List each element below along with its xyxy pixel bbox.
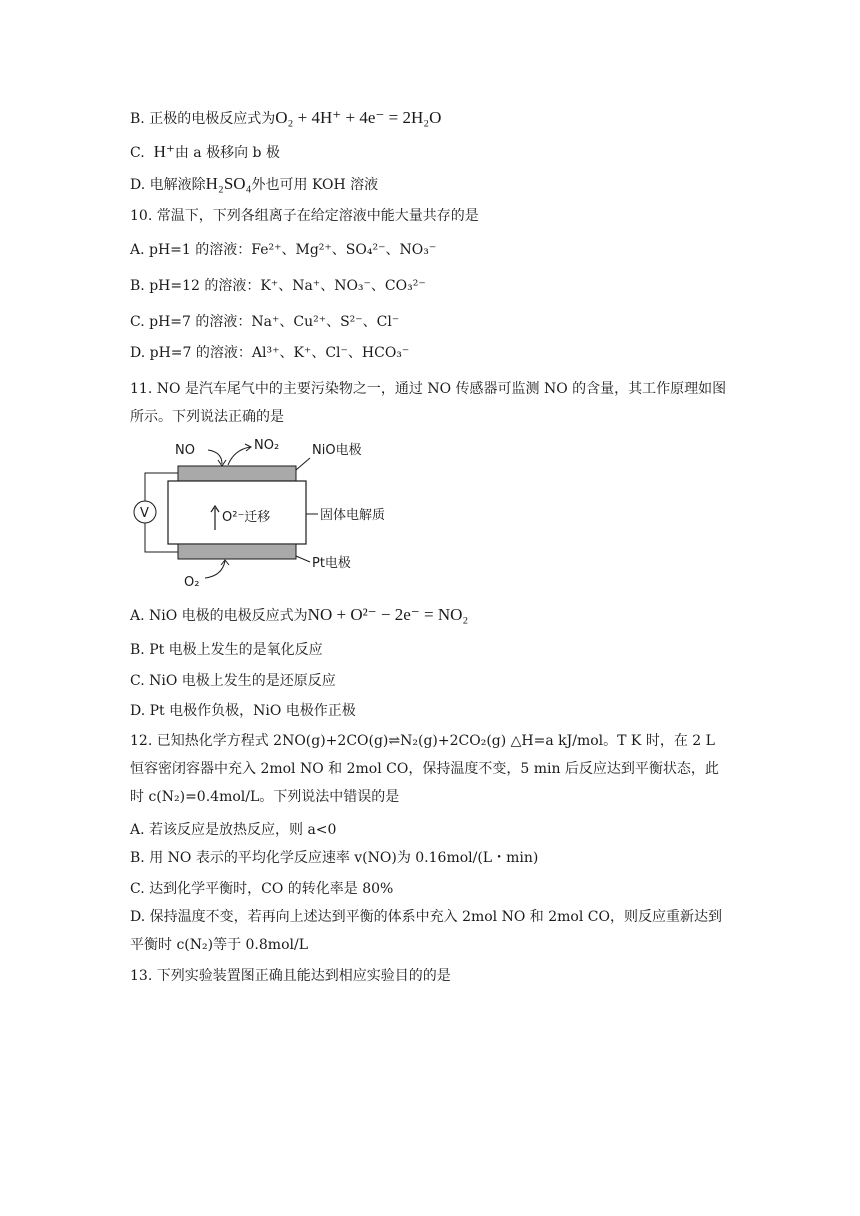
solid-electrolyte-label: 固体电解质 bbox=[320, 508, 386, 523]
q12-stem: 12. 已知热化学方程式 2NO(g)+2CO(g)⇌N₂(g)+2CO₂(g) △H=a kJ/mol。T K 时，在 2 L 恒容密闭容器中充入 2mol NO 和 2mol CO，保持温度不变，5 min 后反应达到平衡状态，此时 c(N₂)=0.4mol/L。下列说法中错误的是 bbox=[130, 733, 719, 805]
q9-option-d-text: D. 电解液除 bbox=[130, 177, 206, 193]
pt-leader bbox=[296, 556, 310, 562]
q11-option-a-equation: NO + O²⁻ − 2e⁻ = NO₂ bbox=[307, 605, 469, 624]
no2-label: NO₂ bbox=[254, 438, 280, 453]
q9-option-d-suffix: 外也可用 KOH 溶液 bbox=[251, 177, 379, 193]
pt-electrode-label: Pt电极 bbox=[312, 556, 351, 571]
q9-option-c bbox=[130, 142, 280, 163]
q12-option-a: A. 若该反应是放热反应，则 a<0 bbox=[130, 822, 337, 838]
no-sensor-diagram bbox=[130, 430, 420, 590]
no-arrow bbox=[208, 450, 222, 464]
q10-option-c: C. pH=7 的溶液：Na⁺、Cu²⁺、S²⁻、Cl⁻ bbox=[130, 314, 400, 330]
q9-option-d-formula: H₂SO₄ bbox=[205, 174, 252, 193]
q11-stem: 11. NO 是汽车尾气中的主要污染物之一，通过 NO 传感器可监测 NO 的含量，其工作原理如图所示。下列说法正确的是 bbox=[130, 381, 727, 425]
q12-option-b: B. 用 NO 表示的平均化学反应速率 v(NO)为 0.16mol/(L・min) bbox=[130, 850, 539, 866]
pt-electrode bbox=[178, 544, 296, 559]
q9-option-d bbox=[130, 174, 378, 195]
q9-option-c-label: C. bbox=[130, 145, 145, 161]
q11-option-c: C. NiO 电极上发生的是还原反应 bbox=[130, 673, 336, 689]
no-label: NO bbox=[175, 443, 195, 458]
q10-option-a: A. pH=1 的溶液：Fe²⁺、Mg²⁺、SO₄²⁻、NO₃⁻ bbox=[130, 242, 437, 258]
q10-stem: 10. 常温下，下列各组离子在给定溶液中能大量共存的是 bbox=[130, 208, 479, 224]
q10-option-b: B. pH=12 的溶液：K⁺、Na⁺、NO₃⁻、CO₃²⁻ bbox=[130, 278, 426, 294]
voltmeter-label: V bbox=[140, 506, 149, 521]
nio-leader bbox=[296, 458, 310, 470]
q11-option-d: D. Pt 电极作负极，NiO 电极作正极 bbox=[130, 703, 356, 719]
q9-option-b bbox=[130, 108, 441, 129]
o2-label: O₂ bbox=[184, 575, 200, 590]
q9-option-b-text: B. 正极的电极反应式为 bbox=[130, 111, 276, 127]
q11-option-a bbox=[130, 605, 468, 626]
q9-option-b-equation: O₂ + 4H⁺ + 4e⁻ = 2H₂O bbox=[275, 108, 442, 127]
no2-arrow bbox=[228, 447, 250, 465]
q13-stem: 13. 下列实验装置图正确且能达到相应实验目的的是 bbox=[130, 968, 451, 984]
q11-option-b: B. Pt 电极上发生的是氧化反应 bbox=[130, 642, 323, 658]
q12-option-d: D. 保持温度不变，若再向上述达到平衡的体系中充入 2mol NO 和 2mol CO，则反应重新达到平衡时 c(N₂)等于 0.8mol/L bbox=[130, 909, 722, 953]
q9-option-c-text: 由 a 极移向 b 极 bbox=[174, 145, 280, 161]
q9-option-c-ion: H⁺ bbox=[153, 142, 175, 161]
q12-option-c: C. 达到化学平衡时，CO 的转化率是 80% bbox=[130, 881, 394, 897]
q11-option-a-text: A. NiO 电极的电极反应式为 bbox=[130, 608, 308, 624]
q10-option-d: D. pH=7 的溶液：Al³⁺、K⁺、Cl⁻、HCO₃⁻ bbox=[130, 345, 410, 361]
nio-electrode bbox=[178, 466, 296, 481]
nio-electrode-label: NiO电极 bbox=[312, 443, 362, 458]
o2-migration-label: O²⁻迁移 bbox=[222, 510, 271, 525]
